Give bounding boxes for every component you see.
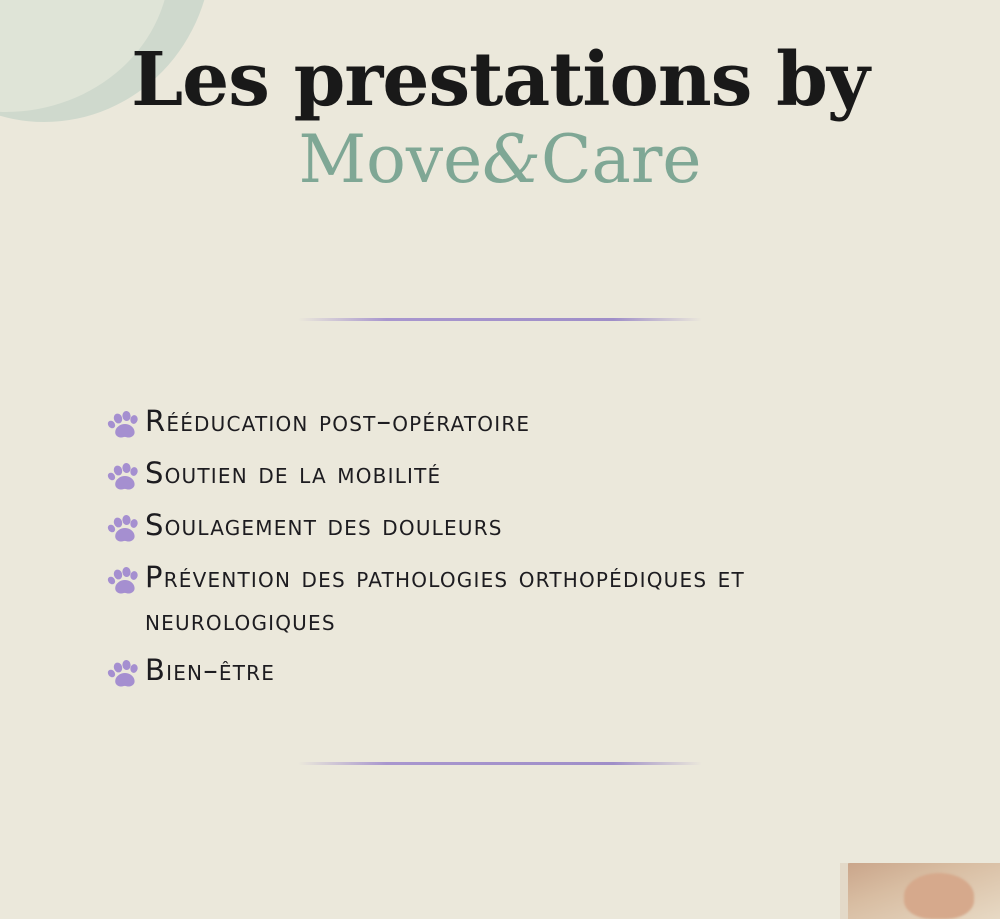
list-item bbox=[105, 452, 865, 497]
list-item bbox=[105, 556, 865, 642]
paw-icon bbox=[105, 405, 145, 445]
service-label: Soutien de la mobilité bbox=[145, 456, 442, 490]
photo-edge-strip bbox=[840, 863, 848, 919]
brand-word-move: Move bbox=[298, 120, 483, 198]
service-label: Prévention des pathologies orthopédiques et neurologiques bbox=[145, 560, 745, 637]
brand-word-care: Care bbox=[540, 120, 702, 198]
brand-ampersand: & bbox=[482, 120, 541, 198]
list-item bbox=[105, 504, 865, 549]
paw-icon bbox=[105, 509, 145, 549]
services-list bbox=[105, 400, 865, 701]
title-line-brand bbox=[0, 122, 1000, 198]
service-label: Bien–être bbox=[145, 652, 276, 687]
list-item bbox=[105, 649, 865, 694]
divider-bottom bbox=[298, 762, 702, 765]
photo-subject bbox=[904, 873, 974, 919]
list-item bbox=[105, 400, 865, 445]
service-label: Rééducation post–opératoire bbox=[145, 404, 531, 438]
paw-icon bbox=[105, 654, 145, 694]
paw-icon bbox=[105, 561, 145, 601]
divider-top bbox=[298, 318, 702, 321]
title-line-primary: Les prestations by bbox=[131, 37, 869, 123]
photo-corner-image bbox=[840, 863, 1000, 919]
service-label: Soulagement des douleurs bbox=[145, 508, 503, 542]
paw-icon bbox=[105, 457, 145, 497]
slide-title bbox=[0, 37, 1000, 198]
